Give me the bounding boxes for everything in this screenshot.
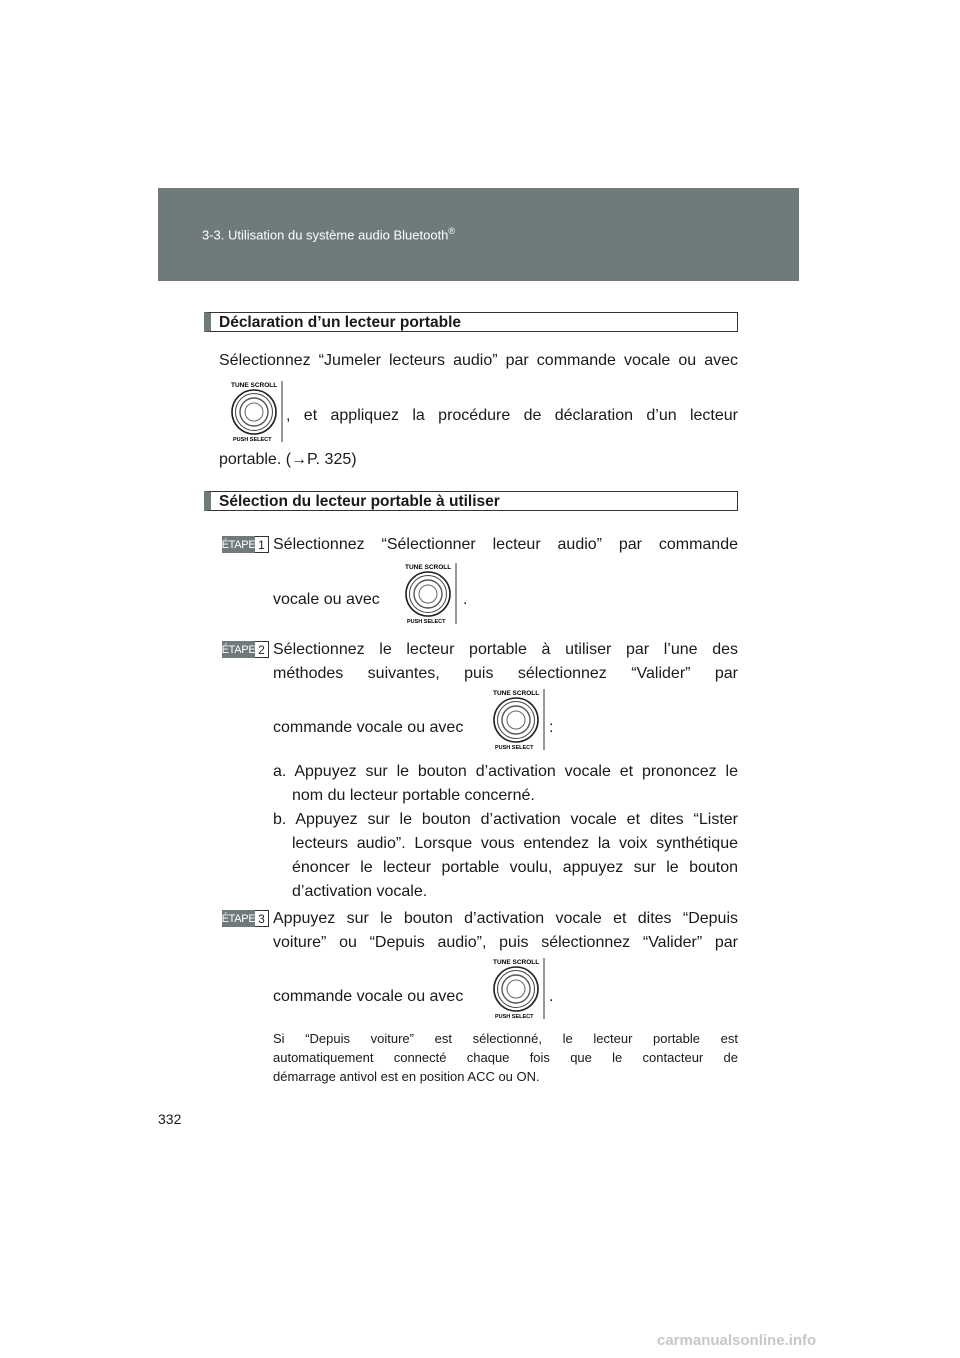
step-text: Sélectionnez “Sélectionner lecteur audio” par commande [273, 536, 738, 553]
substep-a: nom du lecteur portable concerné. [292, 787, 535, 804]
knob-top-label: TUNE SCROLL [405, 564, 452, 571]
step-badge-2: ÉTAPE 2 [222, 641, 269, 658]
knob-bottom-label: PUSH SELECT [233, 437, 272, 443]
substep-b: b. Appuyez sur le bouton d’activation vocale et dites “Lister [273, 811, 738, 828]
step-badge-1: ÉTAPE 1 [222, 536, 269, 553]
note-text: démarrage antivol est en position ACC ou ON. [273, 1069, 540, 1084]
substep-b: lecteurs audio”. Lorsque vous entendez la voix synthétique [292, 835, 738, 852]
knob-top-label: TUNE SCROLL [231, 382, 278, 389]
step-text: . [549, 988, 554, 1005]
step-text: commande vocale ou avec [273, 988, 464, 1005]
section-heading-selection: Sélection du lecteur portable à utiliser [204, 491, 738, 511]
knob-top-label: TUNE SCROLL [493, 690, 540, 697]
step-text: Sélectionnez le lecteur portable à utiliser par l’une des [273, 641, 738, 658]
substep-a: a. Appuyez sur le bouton d’activation vocale et prononcez le [273, 763, 738, 780]
step-text: : [549, 719, 554, 736]
chapter-header [158, 188, 799, 281]
note-text: automatiquement connecté chaque fois que le contacteur de [273, 1050, 738, 1065]
paragraph-line: portable. (→P. 325) [219, 451, 357, 468]
step-text: vocale ou avec [273, 591, 380, 608]
knob-bottom-label: PUSH SELECT [495, 1014, 534, 1020]
step-text: voiture” ou “Depuis audio”, puis sélectionnez “Valider” par [273, 934, 738, 951]
chapter-title: 3-3. Utilisation du système audio Bluetooth® [202, 226, 456, 243]
note-text: Si “Depuis voiture” est sélectionné, le lecteur portable est [273, 1031, 738, 1046]
substep-b: énoncer le lecteur portable voulu, appuyez sur le bouton [292, 859, 738, 876]
section-heading-declaration: Déclaration d’un lecteur portable [204, 312, 738, 332]
step-text: Appuyez sur le bouton d’activation vocale et dites “Depuis [273, 910, 738, 927]
tune-scroll-knob-icon [481, 686, 547, 752]
substep-b: d’activation vocale. [292, 883, 428, 900]
step-text: méthodes suivantes, puis sélectionnez “Valider” par [273, 665, 738, 682]
tune-scroll-knob-icon [481, 955, 547, 1021]
step-text: commande vocale ou avec [273, 719, 464, 736]
knob-bottom-label: PUSH SELECT [495, 745, 534, 751]
watermark: carmanualsonline.info [657, 1332, 817, 1349]
tune-scroll-knob-icon [393, 560, 459, 626]
tune-scroll-knob-icon [219, 378, 285, 444]
knob-bottom-label: PUSH SELECT [407, 619, 446, 625]
step-badge-3: ÉTAPE 3 [222, 910, 269, 927]
paragraph-line: , et appliquez la procédure de déclaration d’un lecteur [286, 407, 738, 424]
step-text: . [463, 591, 468, 608]
paragraph-line: Sélectionnez “Jumeler lecteurs audio” par commande vocale ou avec [219, 352, 738, 369]
knob-top-label: TUNE SCROLL [493, 959, 540, 966]
page-number: 332 [158, 1111, 182, 1127]
